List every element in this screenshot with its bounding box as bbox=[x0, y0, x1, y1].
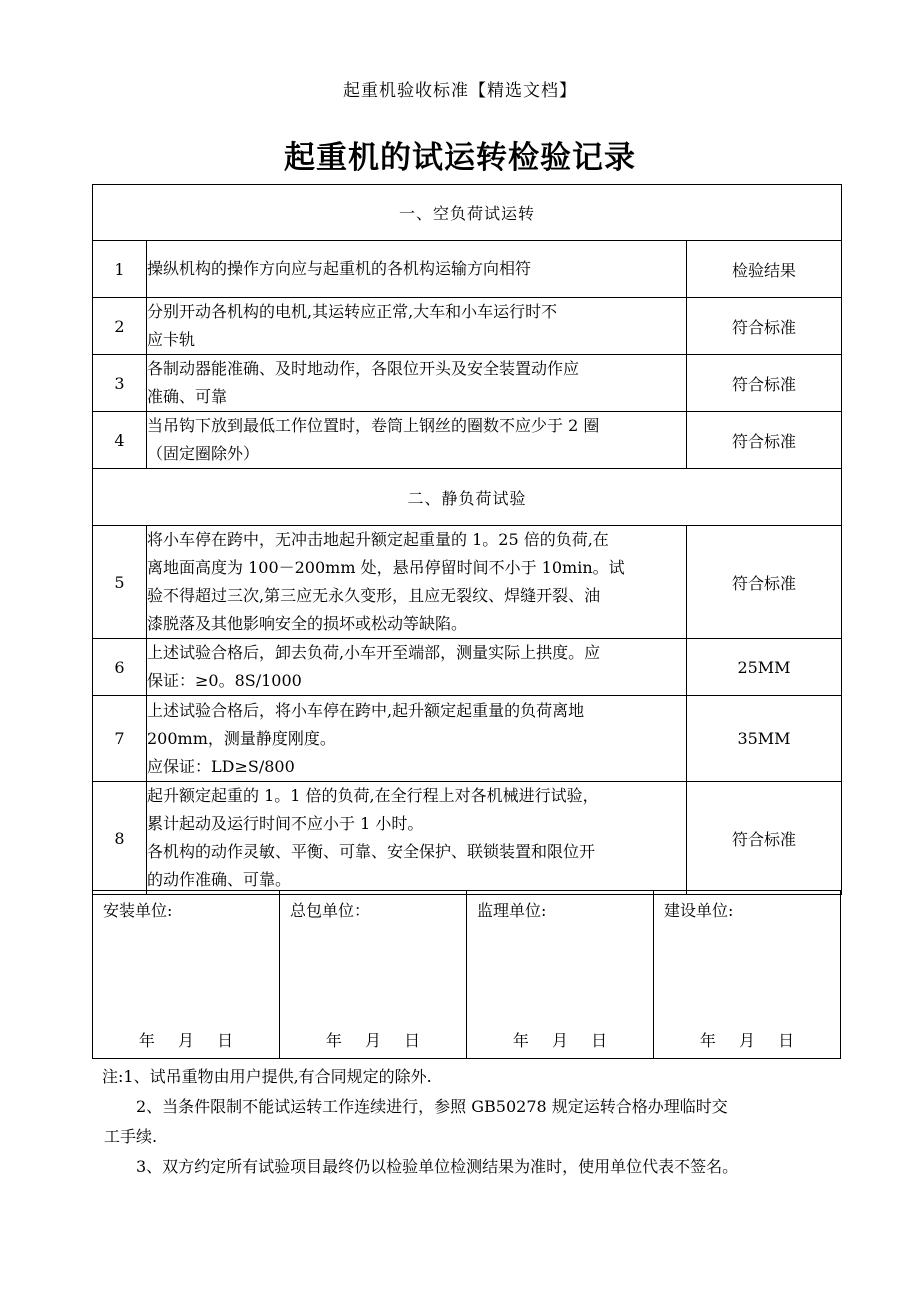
description-line: 离地面高度为 100－200mm 处，悬吊停留时间不小于 10min。试 bbox=[147, 558, 625, 577]
table-row bbox=[93, 782, 842, 895]
row-description bbox=[147, 241, 687, 298]
signature-cell-install bbox=[93, 891, 280, 1059]
date-month: 月 bbox=[738, 1031, 755, 1050]
date-month: 月 bbox=[364, 1031, 381, 1050]
description-line: 的动作准确、可靠。 bbox=[147, 870, 292, 889]
signature-cell-supervise bbox=[467, 891, 654, 1059]
table-row bbox=[93, 412, 842, 469]
description-line: 上述试验合格后，卸去负荷,小车开至端部，测量实际上拱度。应 bbox=[147, 643, 601, 662]
notes bbox=[104, 1062, 844, 1182]
row-result: 符合标准 bbox=[687, 298, 842, 355]
row-description bbox=[147, 639, 687, 696]
date-year: 年 bbox=[699, 1031, 716, 1050]
signature-label: 建设单位: bbox=[664, 901, 734, 920]
row-description bbox=[147, 696, 687, 782]
description-line: 当吊钩下放到最低工作位置时，卷筒上钢丝的圈数不应少于 2 圈 bbox=[147, 416, 600, 435]
row-result: 符合标准 bbox=[687, 526, 842, 639]
row-description bbox=[147, 782, 687, 895]
signature-table bbox=[92, 890, 841, 1059]
section-no-load-trial: 一、空负荷试运转 bbox=[93, 185, 842, 241]
description-line: 应保证：LD≥S/800 bbox=[147, 756, 295, 776]
signature-cell-build bbox=[654, 891, 841, 1059]
table-row bbox=[93, 241, 842, 298]
description-line: 起升额定起重的 1。1 倍的负荷,在全行程上对各机械进行试验， bbox=[147, 786, 599, 805]
table-row bbox=[93, 526, 842, 639]
table-row bbox=[93, 298, 842, 355]
row-number: 6 bbox=[93, 639, 147, 696]
signature-label: 监理单位: bbox=[477, 901, 547, 920]
row-number: 2 bbox=[93, 298, 147, 355]
description-line: 漆脱落及其他影响安全的损坏或松动等缺陷。 bbox=[147, 614, 468, 633]
note-1: 注:1、试吊重物由用户提供,有合同规定的除外. bbox=[102, 1067, 432, 1086]
row-result: 35MM bbox=[687, 696, 842, 782]
description-line: 200mm，测量静度刚度。 bbox=[147, 728, 336, 748]
page-title: 起重机的试运转检验记录 bbox=[284, 140, 636, 176]
note-2-continued: 工手续. bbox=[104, 1127, 158, 1146]
row-description bbox=[147, 412, 687, 469]
description-line: （固定圈除外） bbox=[147, 444, 260, 463]
description-line: 将小车停在跨中，无冲击地起升额定起重量的 1。25 倍的负荷,在 bbox=[147, 530, 609, 549]
row-result: 符合标准 bbox=[687, 355, 842, 412]
description-line: 累计起动及运行时间不应小于 1 小时。 bbox=[147, 814, 424, 833]
description-line: 验不得超过三次,第三应无永久变形，且应无裂纹、焊缝开裂、油 bbox=[147, 586, 601, 605]
row-number: 1 bbox=[93, 241, 147, 298]
date-year: 年 bbox=[512, 1031, 529, 1050]
page-header: 起重机验收标准【精选文档】 bbox=[343, 81, 577, 101]
table-row bbox=[93, 355, 842, 412]
row-description bbox=[147, 355, 687, 412]
description-line: 应卡轨 bbox=[147, 330, 196, 349]
row-number: 8 bbox=[93, 782, 147, 895]
description-line: 分别开动各机构的电机,其运转应正常,大车和小车运行时不 bbox=[147, 302, 558, 321]
date-day: 日 bbox=[217, 1031, 234, 1050]
table-row bbox=[93, 696, 842, 782]
signature-cell-general bbox=[280, 891, 467, 1059]
description-line: 操纵机构的操作方向应与起重机的各机构运输方向相符 bbox=[147, 259, 532, 278]
table-row bbox=[93, 639, 842, 696]
description-line: 准确、可靠 bbox=[147, 387, 228, 406]
date-day: 日 bbox=[404, 1031, 421, 1050]
section-static-load-test: 二、静负荷试验 bbox=[93, 469, 842, 526]
row-result: 符合标准 bbox=[687, 782, 842, 895]
date-year: 年 bbox=[138, 1031, 155, 1050]
signature-date bbox=[93, 1028, 279, 1051]
date-day: 日 bbox=[591, 1031, 608, 1050]
signature-date bbox=[654, 1028, 840, 1051]
date-day: 日 bbox=[778, 1031, 795, 1050]
note-2: 2、当条件限制不能试运转工作连续进行，参照 GB50278 规定运转合格办理临时交 bbox=[136, 1097, 728, 1116]
row-result: 25MM bbox=[687, 639, 842, 696]
row-result: 检验结果 bbox=[687, 241, 842, 298]
row-number: 7 bbox=[93, 696, 147, 782]
description-line: 各机构的动作灵敏、平衡、可靠、安全保护、联锁装置和限位开 bbox=[147, 842, 596, 861]
row-description bbox=[147, 526, 687, 639]
date-month: 月 bbox=[177, 1031, 194, 1050]
row-number: 3 bbox=[93, 355, 147, 412]
description-line: 各制动器能准确、及时地动作，各限位开头及安全装置动作应 bbox=[147, 359, 580, 378]
row-number: 4 bbox=[93, 412, 147, 469]
description-line: 上述试验合格后，将小车停在跨中,起升额定起重量的负荷离地 bbox=[147, 700, 585, 720]
signature-label: 安装单位: bbox=[103, 901, 173, 920]
row-number: 5 bbox=[93, 526, 147, 639]
inspection-table bbox=[92, 184, 842, 895]
signature-date bbox=[280, 1028, 466, 1051]
note-3: 3、双方约定所有试验项目最终仍以检验单位检测结果为准时，使用单位代表不签名。 bbox=[136, 1157, 739, 1176]
signature-date bbox=[467, 1028, 653, 1051]
date-year: 年 bbox=[325, 1031, 342, 1050]
description-line: 保证：≥0。8S/1000 bbox=[147, 671, 302, 690]
row-result: 符合标准 bbox=[687, 412, 842, 469]
date-month: 月 bbox=[551, 1031, 568, 1050]
signature-label: 总包单位： bbox=[290, 901, 371, 920]
row-description bbox=[147, 298, 687, 355]
